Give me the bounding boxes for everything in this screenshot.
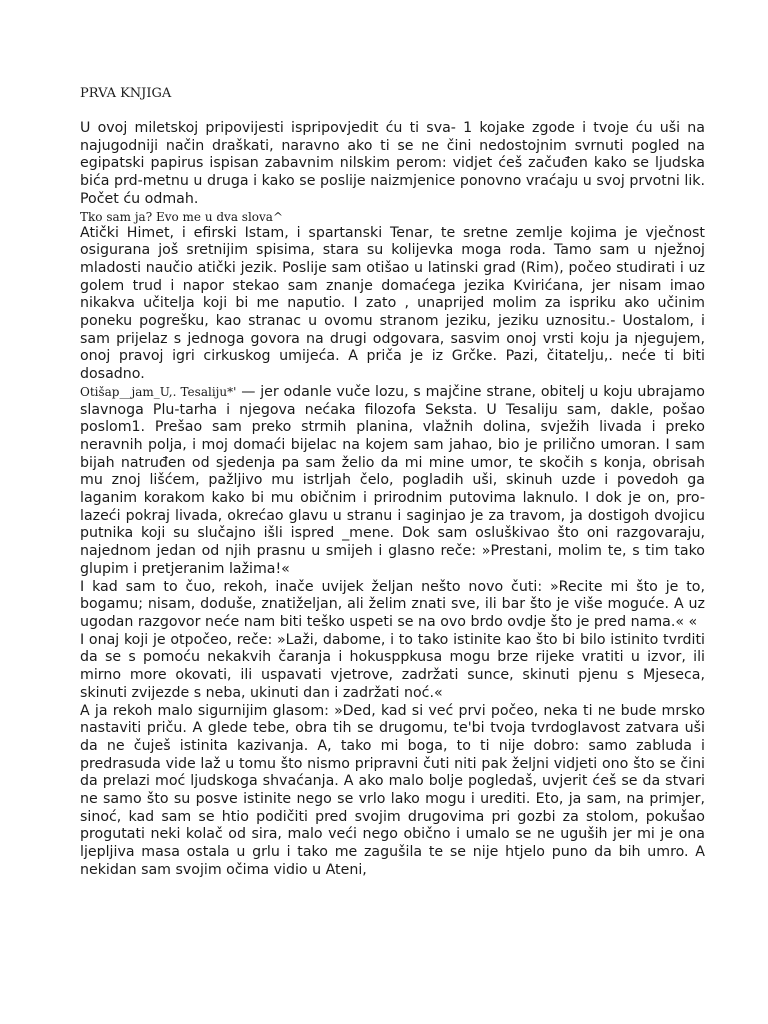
- paragraph-intro: U ovoj miletskoj pripovijesti ispripovjedit ću ti sva- 1 kojake zgode i tvoje ću uši na najugodniji način draškati, naravno ako ti se ne čini nedostojnim svrnuti pogled na egipatski papirus ispisan zabavnim nilskim perom: vidjet ćeš začuđen kako se ljudska bića prd-metnu u druga i kako se poslije naizmjenice ponovno vraćaju u svoj prvotni lik. Počet ću odmah.: [80, 120, 705, 207]
- section-heading: Tko sam ja? Evo me u dva slova^: [80, 209, 283, 224]
- paragraph-reply: A ja rekoh malo sigurnijim glasom: »Ded, kad si već prvi počeo, neka ti ne bude mrsko nastaviti priču. A glede tebe, obra tih se drugomu, te'bi tvoja tvrdoglavost zatvara uši da ne čuješ istinita kazivanja. A, tako mi boga, to ti nije dobro: samo zabluda i predrasuda vide laž u tomu što nismo pripravni čuti niti pak željni vidjeti ono što se čini da prelazi moć ljudskoga shvaćanja. A ako malo bolje pogledaš, uvjerit ćeš se da stvari ne samo što su posve istinite nego se vrlo lako mogu i urediti. Eto, ja sam, na primjer, sinoć, kad sam se htio podičiti pred svojim drugovima pri gozbi za stolom, pokušao progutati neki kolač od sira, malo veći nego obično i umalo se ne uguših jer mi je ona ljepljiva masa ostala u grlu i tako me zagušila te se nije htjelo puno da bih umro. A nekidan sam svojim očima vidio u Ateni,: [80, 702, 705, 878]
- paragraph-origin: Atički Himet, i efirski Istam, i spartanski Tenar, te sretne zemlje kojima je vječnost osigurana još sretnijim spisima, stara su kolijevka moga roda. Tamo sam u nježnoj mladosti naučio atički jezik. Poslije sam otišao u latinski grad (Rim), počeo studirati i uz golem trud i napor stekao sam znanje domaćega jezika Kvirićana, jer nisam imao nikakva učitelja koji bi me naputio. I zato , unaprijed molim za ispriku ako učinim poneku pogrešku, kao stranac u ovomu stranom jeziku, jeziku uznositu.- Uostalom, i sam prijelaz s jednoga govora na drugi odgovara, sasvim onoj vrsti koju ja njegujem, onoj pravoj igri cirkuskog umijeća. A priča je iz Grčke. Pazi, čitatelju,. neće ti biti dosadno.: [80, 224, 705, 383]
- paragraph-journey: [80, 384, 705, 579]
- paragraph-lies: I onaj koji je otpočeo, reče: »Laži, dabome, i to tako istinite kao što bi bilo istinito tvrditi da se s pomoću nekakvih čaranja i hokusppkusa mogu brze rijeke vratiti u izvor, ili mirno more okovati, ili uspavati vjetrove, zadržati sunce, skinuti pjenu s Mjeseca, skinuti zvijezde s neba, ukinuti dan i zadržati noć.«: [80, 631, 705, 701]
- document-title: PRVA KNJIGA: [80, 86, 172, 101]
- paragraph-journey-text: — jer odanle vuče lozu, s majčine strane, obitelj u koju ubrajamo slavnoga Plu-tarha i njegova nećaka filozofa Seksta. U Tesaliju sam, dakle, pošao poslom1. Prešao sam preko strmih planina, vlažnih dolina, svježih livada i preko neravnih polja, i moj domaći bijelac na kojem sam jahao, bio je prilično umoran. I sam bijah natruđen od sjedenja pa sam želio da mi mine umor, te skočih s konja, obrisah mu znoj lišćem, pažljivo mu istrljah čelo, pogladih uši, skinuh uzde i povedoh ga laganim korakom kako bi mu običnim i prirodnim putovima laknulo. I dok je on, pro-lazeći pokraj livada, okrećao glavu u stranu i saginjao je za travom, ja dostigoh dvojicu putnika koji su slučajno išli ispred _mene. Dok sam osluškivao što oni razgovaraju, najednom jedan od njih prasnu u smijeh i glasno reče: »Prestani, molim te, s tim tako glupim i pretjeranim lažima!«: [80, 383, 705, 577]
- paragraph-lead-text: Otišap__jam_U,. Tesaliju*': [80, 384, 237, 399]
- paragraph-request: I kad sam to čuo, rekoh, inače uvijek željan nešto novo čuti: »Recite mi što je to, bogamu; nisam, doduše, znatiželjan, ali želim znati sve, ili bar što je više moguće. A uz ugodan razgovor neće nam biti teško uspeti se na ovo brdo ovdje što je pred nama.« «: [80, 578, 705, 630]
- document-page: [80, 84, 705, 880]
